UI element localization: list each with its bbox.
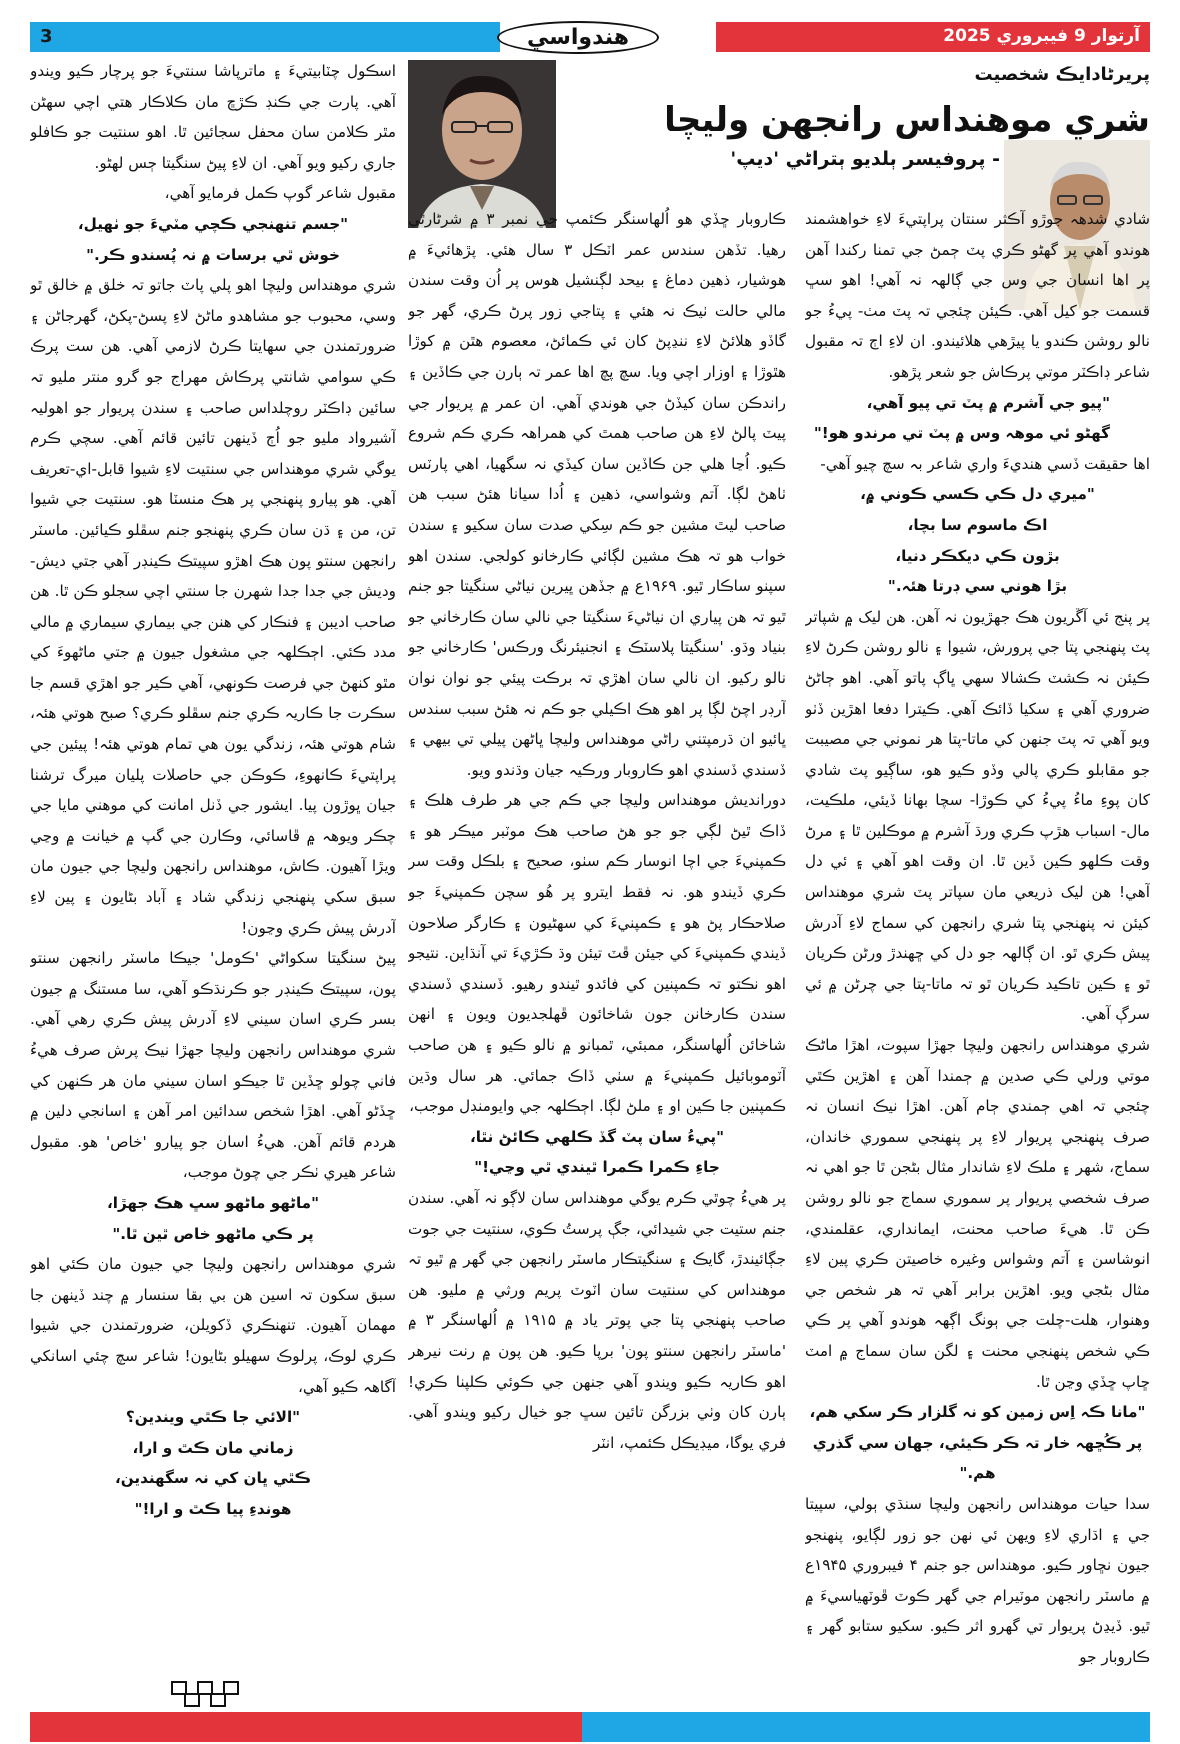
right-paragraph-4: شري موهنداس رانجهن وليچا جهڙا سپوت، اهڙا ماڻڪ موتي ورلي ڪي صدين ۾ ڄمندا آهن ۽ اهڙين ڪٿي چئجي تہ اهي ڄمندي ڄام آهن. اهڙا نيڪ انسان نہ صرف پنهنجي پريوار لاءِ پر پنهنجي سموري خاندان، سماج، شهر ۽ ملڪ لاءِ شاندار مثال بڻجن ٿا جو اهي نہ صرف شخصي پريوار پر سموري سماج جو نالو روشن ڪن ٿا. هيءَ صاحب محنت، ايمانداري، عقلمندي، انوشاسن ۽ آتم وشواس وغيره خاصيتن ڪري پين لاءِ مثال بڻجي ويو. اهڙين برابر آهي تہ هر شخص جي وهنوار، هلت-چلت جي ٻونگ اڳهہ هوندو آهي پر ڪي ڪي شخص پنهنجي محنت ۽ لگن سان سماج ۾ امٽ ڇاپ ڇڏي وڃن ٿا. (805, 1036, 1150, 1391)
left-paragraph-1: اسڪول چٽابيتيءَ ۽ ماترپاشا سنتيءَ جو پرچار ڪيو ويندو آهي. پارت جي ڪنڊ ڪڙڇ مان ڪلاڪار هتي اچي سهڻن مٿر ڪلامن سان محفل سجائين ٿا. اهو سنتيت جو ڪافلو جاري رکيو ويو آهي. ان لاءِ پيڻ سنگيتا ڄس لهڻو. (30, 62, 396, 172)
left-paragraph-4: پيڻ سنگيتا سکواڻي 'ڪومل' جيڪا ماسٽر رانجهن سنتو پون، سپيتڪ ڪينڊر جو ڪرنڌڪو آهي، سا مستنگ ۾ جيون بسر ڪري اسان سيني لاءِ آدرش پيش ڪري رهي آهي. شري موهنداس رانجهن وليچا جهڙا نيڪ پرش صرف هيءُ فاني چولو ڇڏين ٿا جيڪو اسان سيني مان هر ڪنهن کي ڇڏڻو آهي. اهڙا شخص سدائين امر آهن ۽ اسانجي دلين ۾ هردم قائم آهن. هيءُ اسان جو پيارو 'خاص' هو. مقبول شاعر هيري ٺڪر جي چوڻ موجب، (30, 949, 396, 1182)
article-kicker: پريرڻادايڪ شخصيت (974, 64, 1150, 85)
right-verse-7: "مانا ڪہ اِس زمين کو نہ گلزار ڪر سکي هم، (809, 1403, 1146, 1422)
middle-paragraph-3: پر هيءُ چوٿي ڪرم يوگي موهنداس سان لاڳو نہ آهي. سندن جنم ستيت جي شيدائي، جڳ پرستُ ڪوي، سنتيت جي جوت جڳائيندڙ، گايڪ ۽ سنگيتڪار ماسٽر رانجهن جي گهر ۾ ٿيو تہ موهنداس کي سنتيت سان اٽوٽ پريم ورثي ۾ مليو. هن صاحب پنهنجي پتا جي پوتر ياد ۾ ۱۹۱۵ ۾ اُلهاسنگر ۳ ۾ 'ماسٽر رانجهن سنتو پون' برپا ڪيو. هن پون ۾ رنت نيرهر اهو ڪاريہ ڪيو ويندو آهي جنهن جي ڪوئي ڪلپنا ڪري! ٻارن کان وٺي بزرگن تائين سڀ جو خيال رکيو ويندو آهي. فري يوگا، ميڊيڪل ڪئمپ، انٽر (408, 1189, 786, 1452)
left-verse-1: "جسم تنهنجي ڪچي مٽيءَ جو ٺهيل، (77, 214, 349, 233)
right-paragraph-2: اها حقيقت ڏسي هنديءَ واري شاعر بہ سچ چيو آهي- (820, 454, 1150, 473)
left-paragraph-5: شري موهنداس رانجهن وليچا جي جيون مان ڪئي اهو سبق سکون تہ اسين هن بي بقا سنسار ۾ چند ڏينهن جا مهمان آهيون. تنهنڪري ڏکويلن، ضرورتمندن جي شيوا ڪري لوڪ، پرلوڪ سهيلو بڻايون! شاعر سچ چئي اسانکي آگاهہ ڪيو آهي، (30, 1255, 396, 1396)
page-number: 3 (40, 26, 53, 47)
left-verse-6: زماني مان ڪٿ و ارا، (132, 1438, 294, 1457)
portrait-illustration (408, 60, 556, 228)
middle-verse-2: جاءِ ڪمرا ڪمرا ٿيندي ٿي وڃي!" (474, 1158, 720, 1177)
right-verse-6: بڙا هوني سي ڊرتا هئہ." (887, 577, 1068, 596)
column-middle (408, 204, 786, 1680)
left-paragraph-2: مقبول شاعر گوپ ڪمل فرمايو آهي، (164, 184, 396, 203)
right-verse-4: اڪ ماسوم سا بچا، (907, 515, 1048, 534)
left-verse-4: پر ڪي ماڻهو خاص ٿين ٿا." (112, 1224, 314, 1243)
left-verse-7: ڪٿي ڀان کي نہ سگهندين، (114, 1469, 312, 1488)
portrait-photo-mohandas (408, 60, 556, 228)
right-paragraph-3: پر پنج ئي آڱريون هڪ جهڙيون نہ آهن. هن ليک ۾ شپاتر پٽ پنهنجي پتا جي پرورش، شيوا ۽ نالو روشن ڪرڻ لاءِ ڪيئن نہ ڪشٽ ڪشالا سهي ڀاڳ پاتو آهي. اهو ڄاڻڻ ضروري آهي ۽ سکيا ڏائڪ آهي. ڪيترا دفعا اهڙين ڏٺو ويو آهي تہ پٽ جنهن کي ماتا-پتا هر نموني جي مصيبت جو مقابلو ڪري پالي وڏو ڪيو هو، ساڳيو پٽ شادي کان پوءِ ماءُ پيءُ کي ڪوڙا- سچا بهانا ڏيئي، ملڪيت، مال- اسباب هڙپ ڪري ورڌ آشرم ۾ موڪلين ٿا ۽ مرڻ وقت ڪلهو ڪين ڏين ٿا. ان وقت اهو آهي ۽ ئي دل آهي! هن ليک ذريعي مان سپاتر پٽ شري موهنداس کيئن نہ پنهنجي پتا شري رانجهن کي سماج لاءِ آدرش پيش ڪري ٿو. ان ڳالهہ جو دل کي ڇهندڙ ورڻن ڪريان ٿو ۽ ڪين تاڪيد ڪريان ٿو تہ ماتا-پتا جي چرڻن ۾ ئي سرڳ آهي. (805, 607, 1150, 1024)
left-verse-8: هوندءِ پيا ڪٿ و ارا!" (134, 1499, 292, 1518)
right-verse-8: پر ڪُڇهہ خار تہ ڪر ڪيئي، جهان سي گذري هم." (812, 1433, 1143, 1483)
column-left (30, 56, 396, 1676)
right-verse-3: "ميري دل ڪي ڪسي ڪوني ۾، (860, 485, 1095, 504)
bottom-bar-blue (582, 1712, 1150, 1742)
end-ornament-icon (170, 1680, 240, 1710)
bottom-color-bar (30, 1712, 1150, 1742)
middle-paragraph-1: ڪاروبار ڇڏي هو اُلهاسنگر ڪئمپ جي نمبر ۳ ۾ شرڻارٿي رهيا. تڏهن سندس عمر اٽڪل ۳ سال هئي. پڙهائيءَ ۾ هوشيار، ذهين دماغ ۽ بيحد لڳنشيل هوس پر اُن وقت سندن مالي حالت ٺيڪ نہ هئي ۽ پتاجي زور پرڻ ڪري، گهر جو گاڏو هلائڻ لاءِ ننڍپڻ کان ئي ڪمائڻ، معصوم هٿن ۾ کوڙا هٿوڙا ۽ اوزار اچي ويا. سچ پچ اها عمر تہ ٻارن جي ڪاڏين ۽ راندڪن سان کيڏڻ جي هوندي آهي. ان عمر ۾ پريوار جي پيٽ پالڻ لاءِ هن صاحب همٿ کي همراهہ ڪري ڪم شروع ڪيو. اُڃا هلي جن ڪاڏين سان کيڏي نہ سگهيا، اهي پارٽس ٺاهڻ لڳا. آتم وشواسي، ذهين ۽ اُدا سيانا هئڻ سبب هن صاحب ليٿ مشين جو ڪم سِکي صدت سان سکيو ۽ سندن خواب هو تہ هڪ مشين لڳائي ڪارخانو کولجي. سندن اهو سپنو ساڪار ٿيو. ۱۹۶۹ع ۾ جڏهن ڀيرين نياڻي سنگيتا جو جنم ٿيو تہ هن پياري ان نياڻيءَ سنگيتا جي نالي سان ڪارخاني جو بنياد وڌو. 'سنگيتا پلاسٽڪ ۽ انجنيئرنگ ورڪس' ڪارخاني جو نالو رکيو. ان نالي سان اهڙي تہ برڪت پيئي جو نوان نوان آرڊر اچڻ لڳا پر اهو هڪ اڪيلي جو ڪم نہ هئڻ سبب سندس ڀائيو ان ڌرمپتني راڻي موهنداس وليچا ڀاڻهن پيلي تي بيهي ۽ ڏسندي ڏسندي اهو ڪاروبار ورڪيہ جيان وڌندو ويو. (408, 210, 786, 779)
logo-text: هندواسي (497, 21, 659, 54)
masthead-logo (470, 18, 686, 56)
right-verse-1: "پيو جي آشرم ۾ پٽ تي پيو آهي، (866, 393, 1110, 412)
right-paragraph-5: سدا حيات موهنداس رانجهن وليچا سنڌي ٻولي، سپيتا جي ۽ اڌاري لاءِ ويهن ئي نهن جو زور لڳايو، پنهنجو جيون نڇاور ڪيو. موهنداس جو جنم ۴ فيبروري ۱۹۴۵ع ۾ ماسٽر رانجهن موٽيرام جي گهر ڪوٽ ڦوٽهياسيءَ ۾ ٿيو. ڏيڍڻ پريوار تي گهرو اثر ڪيو. سکيو ستابو گهر ۽ ڪاروبار جو (805, 1494, 1150, 1666)
right-verse-5: بڙون ڪي ديکڪر دنيا، (895, 546, 1060, 565)
top-bar-red (716, 22, 1150, 52)
left-paragraph-3: شري موهنداس وليچا اهو پلي پاٽ جاتو تہ خلق ۾ خالق ٿو وسي، محبوب جو مشاهدو ماڻڻ لاءِ پسڻ-پکڻ، گهرجاڻن ۽ ضرورتمندن جي سهايتا ڪرڻ لازمي آهي. هن ست پرڪ ڪي سوامي شانتي پرڪاش مهراج جو گرو منتر مليو تہ سائين ڊاڪٽر روچلداس صاحب ۽ سندن پريوار جو اهوليہ آشيرواد مليو جو اُڄ ڏينهن تائين قائم آهي. سچي ڪرم يوگي شري موهنداس جي سنتيت لاءِ شيوا قابل-اي-تعريف آهي. هو پيارو پنهنجي پر هڪ منسٽا هو. سنتيت جي شيوا تن، من ۽ ڌن سان ڪري پنهنجو جنم سڦلو ڪيائين. ماسٽر رانجهن سنتو پون هڪ اهڙو سپيتڪ ڪينڊر آهي جتي ديش-وديش جي جدا جدا شهرن جا سنتي اچي سجلو ڪن ٿا. هن صاحب اديبن ۽ فنڪار کي هنن جي بيماري سيماري ۾ مالي مدد ڪئي. اڄڪلهہ جي مشغول جيون ۾ جتي ماڻهوءَ کي مٿو کنهڻ جي فرصت ڪونهي، آهي ڪير جو اهڙي قسم جا سڪرت جا ڪاريہ ڪري جنم سڦلو ڪري؟ صبح هوتي هئہ، شام هوتي هئہ، زندگي يون هي تمام هوتي هئہ! پيئين جي پراپتيءَ ڪانهوءِ، ڪوڪن جي حاصلات پليان ميرگ ترشنا جيان ڀوڙون پيا. ايشور جي ڏنل امانت کي موهني مايا جي چڪر ويوهہ ۾ ڦاسائي، وڪارن جي گپ ۾ خيانت ۾ وڃي ويڙا آهيون. ڪاش، موهنداس رانجهن وليچا جي جيون مان سبق سکي پنهنجي زندگي شاد ۽ آباد بڻايون ۽ پين لاءِ آدرش پيش ڪري وڃون! (30, 276, 396, 937)
issue-date: آرتوار 9 فيبروري 2025 (943, 26, 1140, 46)
bottom-bar-red (30, 1712, 582, 1742)
left-verse-3: "ماڻهو ماڻهو سڀ هڪ جهڙا، (106, 1193, 320, 1212)
right-verse-2: گهڻو ئي موهہ وس ۾ پٽ تي مرندو هو!" (813, 424, 1110, 443)
left-verse-2: خوش ٿي برسات ۾ نہ پُسندو ڪر." (86, 245, 340, 264)
article-title: شري موهنداس رانجهن وليچا (664, 100, 1150, 140)
article-byline: - پروفيسر ٻلديو ٻتراڻي 'ديپ' (730, 148, 1000, 170)
left-verse-5: "الائي جا ڪٿي ويندين؟ (125, 1408, 301, 1427)
middle-paragraph-2: دوراندیش موهنداس وليچا جي ڪم جي هر طرف هلڪ ۽ ڏاڪ ٿيڻ لڳي جو جو هڻ صاحب هڪ موٽبر ميڪر هو ۽ ڪمپنيءَ جي اچا انوسار ڪم سٺو، صحيح ۽ بلڪل وقت سر ڪري ڏيندو هو. نہ فقط ايترو پر هُو سچن ڪمپنيءَ جو صلاحڪار پڻ هو ۽ ڪمپنيءَ کي سهڻيون ۽ ڪارگر صلاحون ڏيندي ڪمپنيءَ کي جيئن ڦٽ تيئن وڌ ڪڙيءَ تي آنڌاين. نتيجو اهو نڪتو تہ ڪمپنين کي فائدو ٿيندو رهيو. ڏسندي ڏسندي سندن ڪارخانن جون شاخائون ڦهلجديون ويون ۽ انهن شاخائن اُلهاسنگر، ممبئي، ٿمبانو ۾ نالو ڪيو ۽ هن صاحب آٽوموبائيل ڪمپنيءَ ۾ سٺي ڏاڪ جمائي. هر سال وڌين ڪمپنين جا ڪين او ۽ ملڻ لڳا. اڄڪلهہ جي وايومنڊل موجب، (408, 791, 786, 1116)
right-paragraph-1: شادي شدهہ جوڙو آڪثر سنتان پراپتيءَ لاءِ خواهشمند هوندو آهي پر گهڻو ڪري پٽ ڄمڻ جي تمنا رکندا آهن پر اها انسان جي وس جي ڳالهہ نہ آهي! اهو سڀ قسمت جو کيل آهي. ڪيئن چئجي تہ پٽ مٺ- پيءُ جو نالو روشن ڪندو يا پيڙهي هلائيندو. ان لاءِ اڄ تہ مقبول شاعر ڊاڪٽر موتي پرڪاش جو شعر پڙهو. (805, 210, 1150, 381)
column-right-body (805, 204, 1150, 1680)
middle-verse-1: "پيءُ سان پٽ گڏ ڪلهي ڪائڻ نٿا، (469, 1127, 725, 1146)
top-bar-blue (30, 22, 500, 52)
